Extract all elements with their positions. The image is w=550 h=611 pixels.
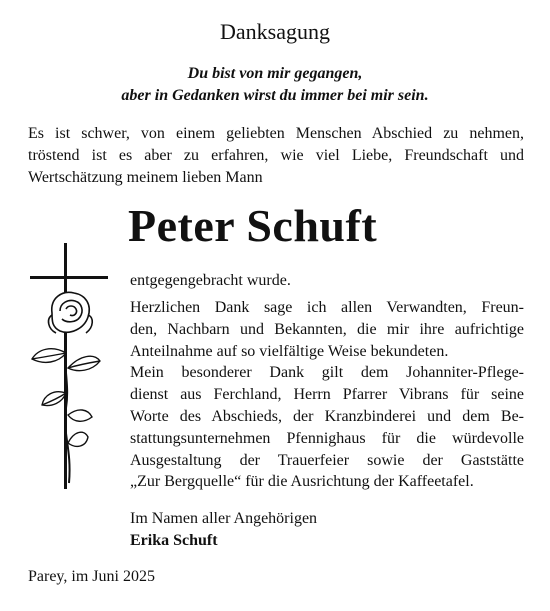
thanks-line-1: Herzlichen Dank sage ich allen Verwandten, Freun- <box>130 299 524 316</box>
thanks-line-5: dienst aus Ferchland, Herrn Pfarrer Vibrans für seine <box>130 386 524 404</box>
motto-line-2: aber in Gedanken wirst du immer bei mir sein. <box>121 87 429 104</box>
motto <box>0 63 550 107</box>
signer-name: Erika Schuft <box>130 532 218 549</box>
signature-label: Im Namen aller Angehörigen <box>130 510 318 527</box>
intro-line-2: tröstend ist es aber zu erfahren, wie viel Liebe, Freundschaft und <box>28 147 524 164</box>
intro-paragraph <box>28 123 524 189</box>
received-line: entgegengebracht wurde. <box>130 272 291 289</box>
thanks-line-6: Worte des Abschieds, der Kranzbinderei und dem Be- <box>130 407 524 425</box>
thanks-line-2: den, Nachbarn und Bekannten, die mir ihre aufrichtige <box>130 320 524 338</box>
thanks-paragraph <box>130 297 524 493</box>
deceased-name: Peter Schuft <box>128 200 378 251</box>
intro-line-1: Es ist schwer, von einem geliebten Menschen Abschied zu nehmen, <box>28 125 524 142</box>
thanks-line-7: stattungsunternehmen Pfennighaus für die würdevolle <box>130 429 524 447</box>
intro-line-3: Wertschätzung meinem lieben Mann <box>28 169 263 186</box>
place-date: Parey, im Juni 2025 <box>28 568 155 585</box>
notice-heading: Danksagung <box>220 19 330 44</box>
thanks-line-3: Anteilnahme auf so vielfältige Weise bekundeten. <box>130 342 449 360</box>
thanks-line-9: „Zur Bergquelle“ für die Ausrichtung der Kaffeetafel. <box>130 473 474 491</box>
thanks-line-8: Ausgestaltung der Trauerfeier sowie der Gaststätte <box>130 451 524 469</box>
thanks-line-4: Mein besonderer Dank gilt dem Johanniter-Pflege- <box>130 364 524 382</box>
cross-with-rose-icon <box>22 243 112 493</box>
motto-line-1: Du bist von mir gegangen, <box>187 65 363 82</box>
